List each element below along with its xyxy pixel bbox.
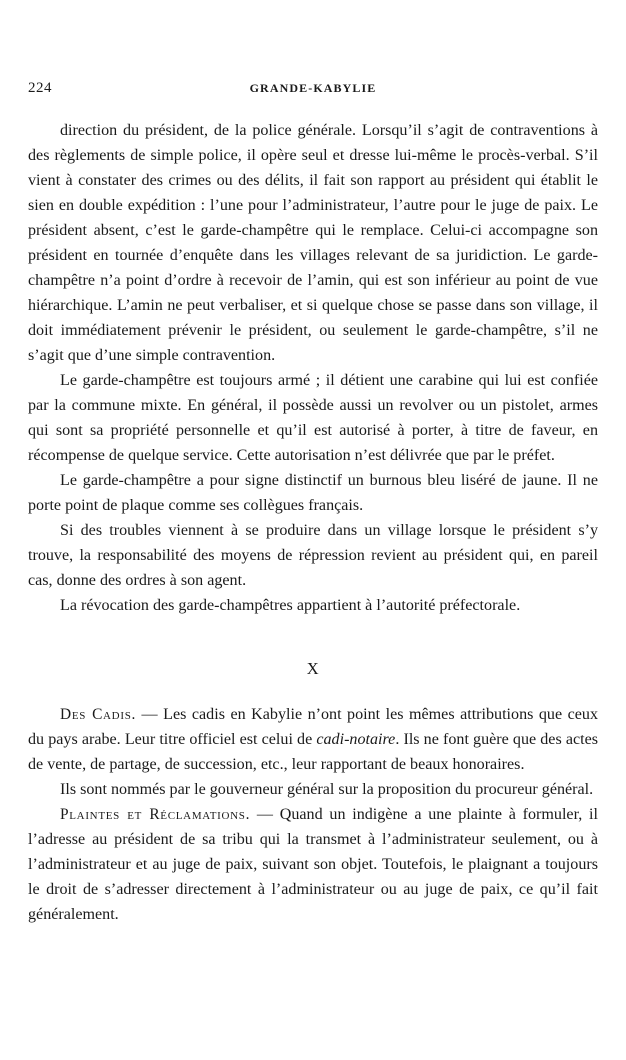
section-spacer-bottom	[28, 681, 598, 702]
runin-heading-des-cadis: Des Cadis.	[60, 706, 137, 723]
paragraph-1: direction du président, de la police générale. Lorsqu’il s’agit de contraventions à des règlements de simple police, il opère seul et dresse lui-même le procès-verbal. S’il vient à constater des crimes ou des délits, il fait son rapport au président qui établit le sien en double expédition : l’une pour l’administrateur, l’autre pour le juge de paix. Le président absent, c’est le garde-champêtre qui le remplace. Celui-ci accompagne son président en tournée d’enquête dans les villages relevant de sa juridiction. Le garde-champêtre n’a point d’ordre à recevoir de l’amin, qui est son inférieur au point de vue hiérarchique. L’amin ne peut verbaliser, et si quelque chose se passe dans son village, il doit immédiatement prévenir le président, ou seulement le garde-champêtre, s’il ne s’agit que d’une simple contravention.	[28, 122, 598, 364]
paragraph-2: Le garde-champêtre est toujours armé ; il détient une carabine qui lui est confiée par la commune mixte. En général, il possède aussi un revolver ou un pistolet, armes qui sont sa propriété personnelle et qu’il est autorisé à porter, à titre de faveur, en récompense de quelque service. Cette autorisation n’est délivrée que par le préfet.	[28, 372, 598, 464]
des-cadis-text-before-italic: Les cadis en Kabylie n’ont point les mêmes attributions que ceux du pays arabe. Leur titre officiel est celui de	[28, 706, 598, 748]
paragraph-3: Le garde-champêtre a pour signe distinctif un burnous bleu liséré de jaune. Il ne porte point de plaque comme ses collègues français.	[28, 472, 598, 514]
running-title: GRANDE-KABYLIE	[249, 81, 377, 95]
des-cadis-text-after-italic: . Ils ne font guère que des actes de vente, de partage, de succession, etc., leur rapportant de beaux honoraires.	[28, 731, 598, 773]
plaintes-text: Quand un indigène a une plainte à formuler, il l’adresse au président de sa tribu qui la transmet à l’administrateur seulement, ou à l’administrateur et au juge de paix, suivant son objet. Toutefois, le plaignant a toujours le droit de s’adresser directement à l’administrateur ou au juge de paix, ce qu’il fait généralement.	[28, 806, 598, 923]
paragraph-des-cadis	[28, 702, 598, 777]
section-number: X	[306, 659, 320, 678]
paragraph-plaintes	[28, 802, 598, 927]
em-dash-separator-2: —	[250, 806, 280, 823]
text-block	[28, 118, 598, 927]
italic-term-cadi-notaire: cadi-notaire	[316, 731, 396, 748]
running-head	[28, 80, 598, 102]
paragraph-4: Si des troubles viennent à se produire dans un village lorsque le président s’y trouve, la responsabilité des moyens de répression revient au président qui, en pareil cas, donne des ordres à son agent.	[28, 522, 598, 589]
em-dash-separator-1: —	[136, 706, 164, 723]
paragraph-5: La révocation des garde-champêtres appartient à l’autorité préfectorale.	[60, 597, 521, 614]
page-number: 224	[28, 80, 52, 96]
paragraph-7: Ils sont nommés par le gouverneur général sur la proposition du procureur général.	[60, 781, 594, 798]
runin-heading-plaintes-reclamations: Plaintes et Réclamations.	[60, 806, 251, 823]
section-spacer-top	[28, 618, 598, 656]
